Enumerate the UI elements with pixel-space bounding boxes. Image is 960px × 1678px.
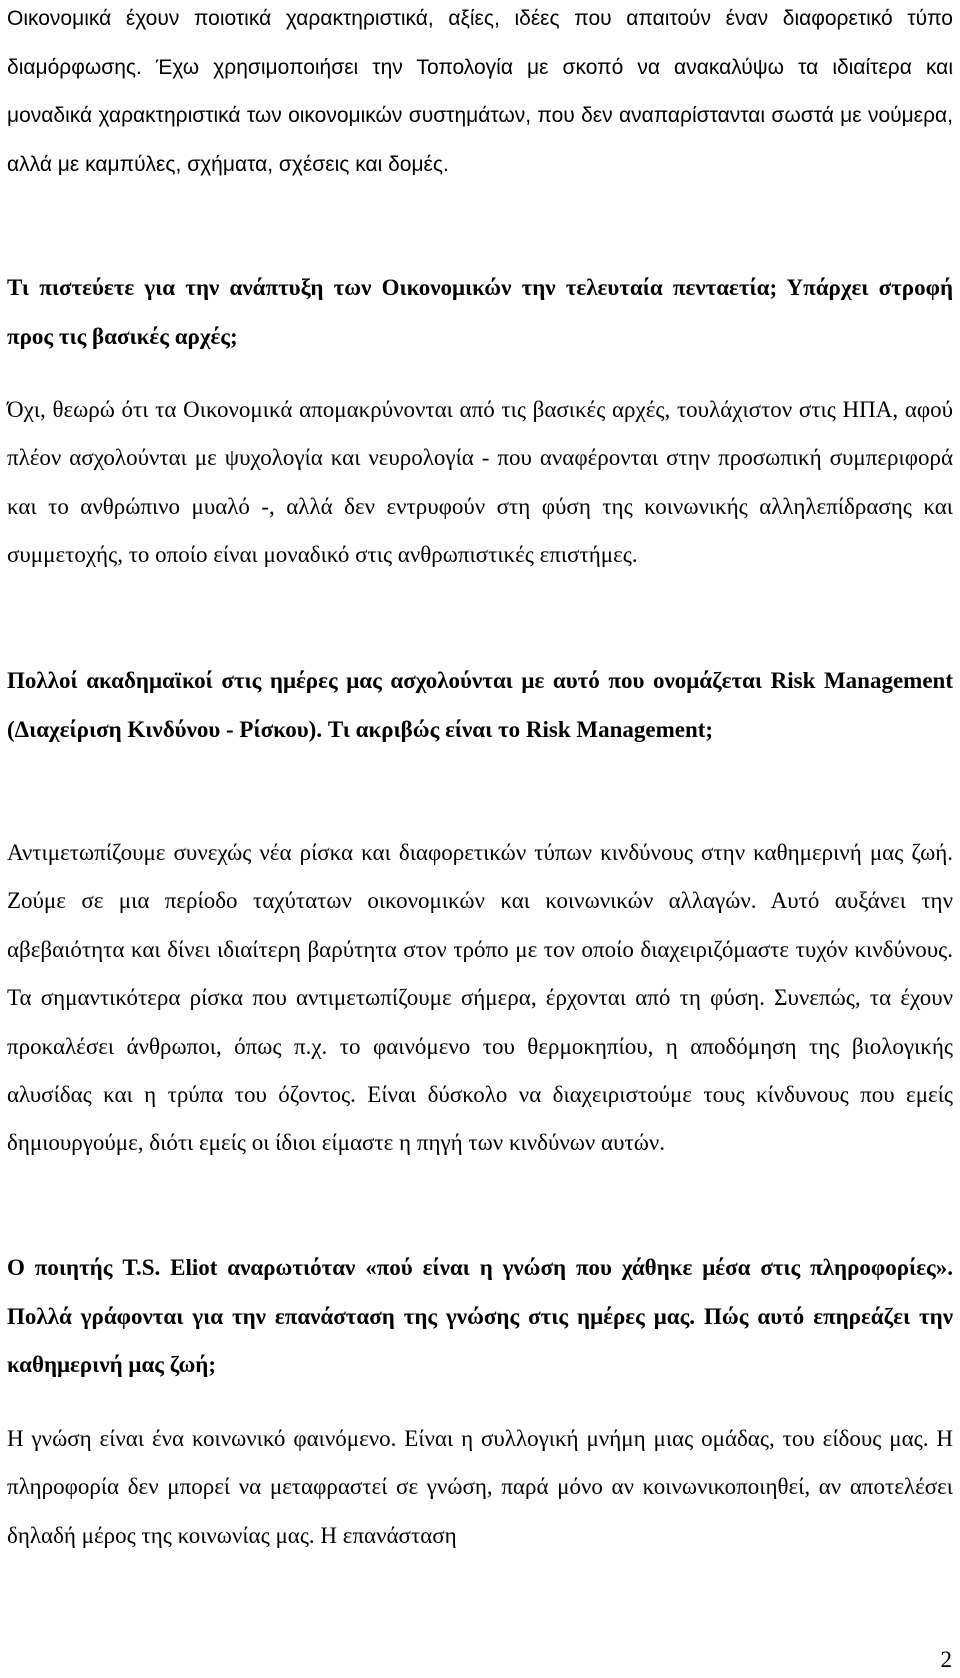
answer-paragraph-topology: Οικονομικά έχουν ποιοτικά χαρακτηριστικά, αξίες, ιδέες που απαιτούν έναν διαφορετικό τύπο διαμόρφωσης. Έχω χρησιμοποιήσει την Τοπολογία με σκοπό να ανακαλύψω τα ιδιαίτερα και μοναδικά χαρακτηριστικά των οικονομικών συστημάτων, που δεν αναπαρίστανται σωστά με νούμερα, αλλά με καμπύλες, σχήματα, σχέσεις και δομές. [7,7,953,176]
answer-paragraph-risk-management: Αντιμετωπίζουμε συνεχώς νέα ρίσκα και διαφορετικών τύπων κινδύνους στην καθημερινή μας ζωή. Ζούμε σε μια περίοδο ταχύτατων οικονομικών και κοινωνικών αλλαγών. Αυτό αυξάνει την αβεβαιότητα και δίνει ιδιαίτερη βαρύτητα στον τρόπο με τον οποίο διαχειριζόμαστε τυχόν κινδύνους. Τα σημαντικότερα ρίσκα που αντιμετωπίζουμε σήμερα, έρχονται από τη φύση. Συνεπώς, τα έχουν προκαλέσει άνθρωποι, όπως π.χ. το φαινόμενο του θερμοκηπίου, η αποδόμηση της βιολογικής αλυσίδας και η τρύπα του όζοντος. Είναι δύσκολο να διαχειριστούμε τους κίνδυνους που εμείς δημιουργούμε, διότι εμείς οι ίδιοι είμαστε η πηγή των κινδύνων αυτών. [7,840,953,1156]
question-paragraph-economics-development: Τι πιστεύετε για την ανάπτυξη των Οικονομικών την τελευταία πενταετία; Υπάρχει στροφή προς τις βασικές αρχές; [7,275,953,349]
question-paragraph-knowledge-revolution: Ο ποιητής T.S. Eliot αναρωτιόταν «πού είναι η γνώση που χάθηκε μέσα στις πληροφορίες». Πολλά γράφονται για την επανάσταση της γνώσης στις ημέρες μας. Πώς αυτό επηρεάζει την καθημερινή μας ζωή; [7,1255,953,1378]
question-paragraph-risk-management: Πολλοί ακαδημαϊκοί στις ημέρες μας ασχολούνται με αυτό που ονομάζεται Risk Management (Διαχείριση Κινδύνου - Ρίσκου). Τι ακριβώς είναι το Risk Management; [7,668,953,742]
answer-paragraph-basic-principles: Όχι, θεωρώ ότι τα Οικονομικά απομακρύνονται από τις βασικές αρχές, τουλάχιστον στις ΗΠΑ, αφού πλέον ασχολούνται με ψυχολογία και νευρολογία - που αναφέρονται στην προσωπική συμπεριφορά και το ανθρώπινο μυαλό -, αλλά δεν εντρυφούν στη φύση της κοινωνικής αλληλεπίδρασης και συμμετοχής, το οποίο είναι μοναδικό στις ανθρωπιστικές επιστήμες. [7,397,953,568]
page-number: 2 [940,1647,952,1672]
answer-paragraph-knowledge: Η γνώση είναι ένα κοινωνικό φαινόμενο. Είναι η συλλογική μνήμη μιας ομάδας, του είδους μας. Η πληροφορία δεν μπορεί να μεταφραστεί σε γνώση, παρά μόνο αν κοινωνικοποιηθεί, αν αποτελέσει δηλαδή μέρος της κοινωνίας μας. Η επανάσταση [7,1426,953,1548]
